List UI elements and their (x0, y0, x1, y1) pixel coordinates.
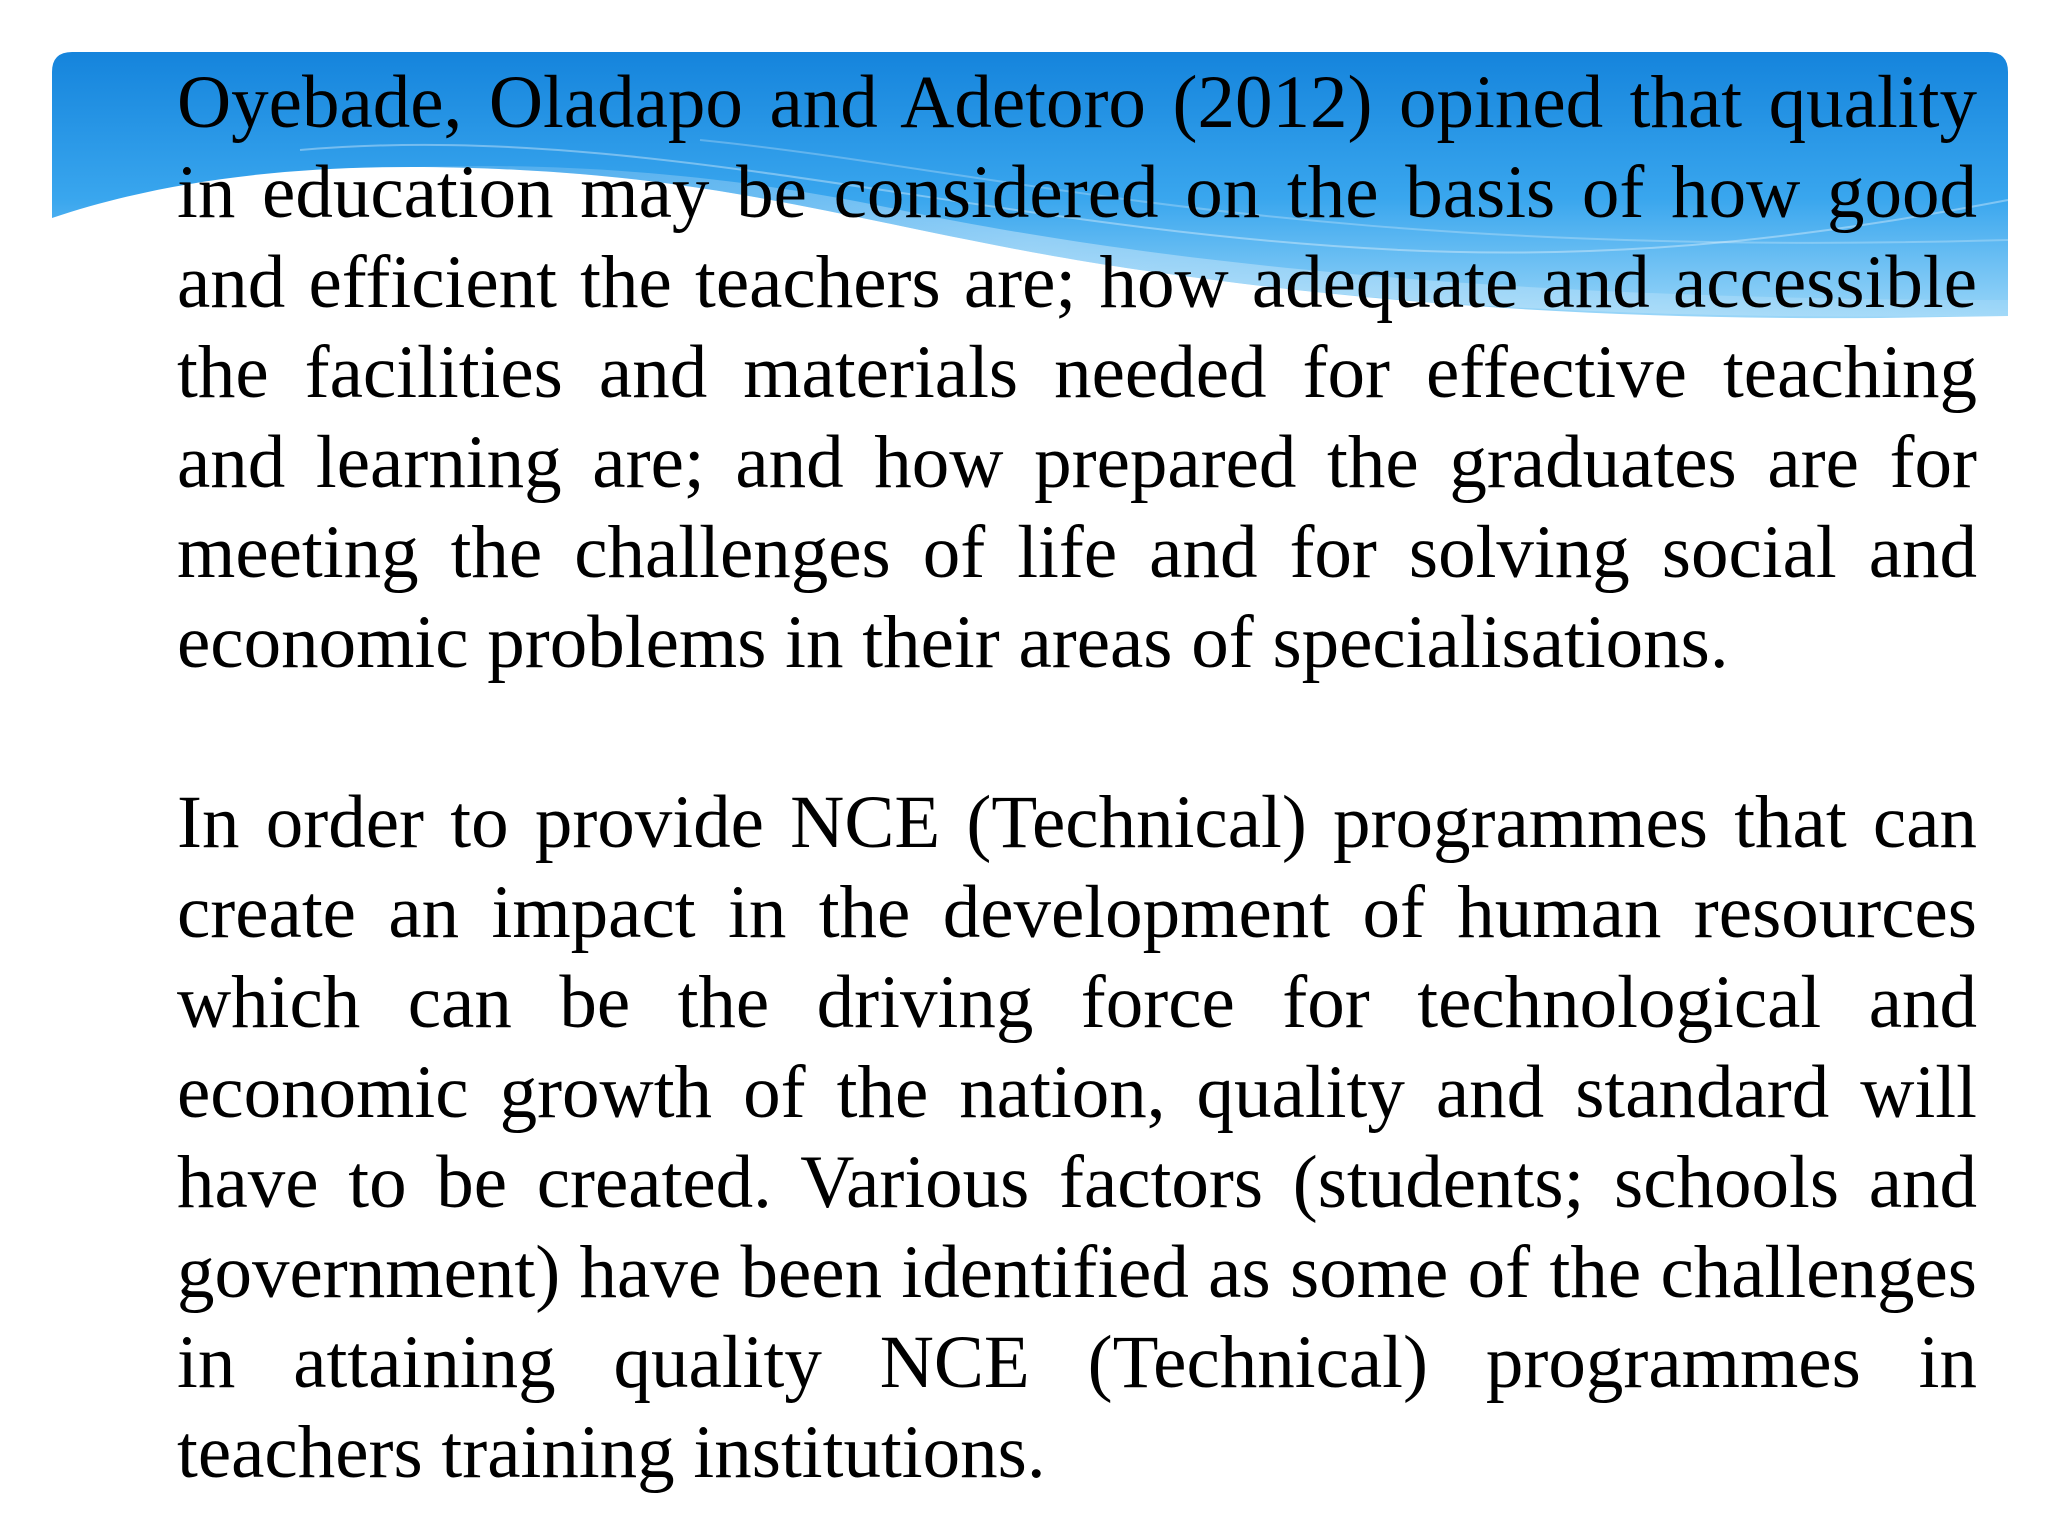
paragraph-quality-definition: Oyebade, Oladapo and Adetoro (2012) opined that quality in education may be considered on the basis of how good and efficient the teachers are; how adequate and accessible the facilities and materials needed for effective teaching and learning are; and how prepared the graduates are for meeting the challenges of life and for solving social and economic problems in their areas of specialisations. (177, 61, 1977, 684)
paragraph-nce-programmes: In order to provide NCE (Technical) programmes that can create an impact in the development of human resources which can be the driving force for technological and economic growth of the nation, quality and standard will have to be created. Various factors (students; schools and government) have been identified as some of the challenges in attaining quality NCE (Technical) programmes in teachers training institutions. (177, 781, 1977, 1494)
slide-body (177, 58, 1977, 1498)
